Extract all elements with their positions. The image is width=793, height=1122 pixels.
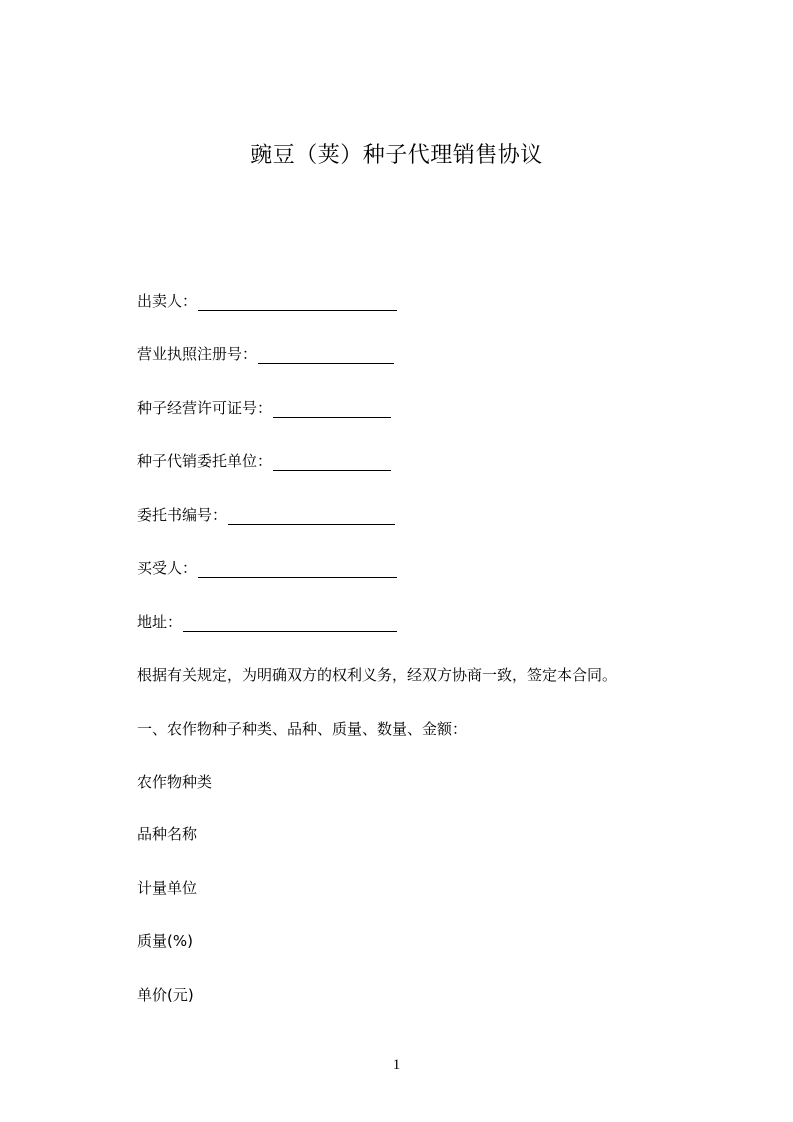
field-business-license-blank[interactable]	[258, 349, 394, 364]
section-heading-1: 一、农作物种子种类、品种、质量、数量、金额：	[137, 720, 468, 738]
field-buyer-blank[interactable]	[198, 563, 397, 578]
item-quality: 质量(%)	[137, 932, 193, 950]
field-seed-permit	[137, 398, 391, 418]
field-seller-blank[interactable]	[198, 296, 397, 311]
field-consign-unit-blank[interactable]	[273, 456, 391, 471]
field-address	[137, 612, 397, 632]
field-seller	[137, 291, 397, 311]
paragraph-intro: 根据有关规定，为明确双方的权利义务，经双方协商一致，签定本合同。	[137, 666, 618, 684]
document-title: 豌豆（荚）种子代理销售协议	[250, 143, 543, 168]
field-authorization-no-blank[interactable]	[228, 510, 395, 525]
page-number: 1	[392, 1057, 401, 1073]
field-seller-label: 出卖人：	[137, 292, 198, 310]
field-authorization-no-label: 委托书编号：	[137, 506, 228, 524]
field-business-license	[137, 344, 394, 364]
field-buyer-label: 买受人：	[137, 559, 198, 577]
field-address-label: 地址：	[137, 613, 183, 631]
field-seed-permit-blank[interactable]	[273, 403, 391, 418]
field-seed-permit-label: 种子经营许可证号：	[137, 399, 273, 417]
field-business-license-label: 营业执照注册号：	[137, 345, 258, 363]
item-crop-type: 农作物种类	[137, 773, 213, 791]
item-variety-name: 品种名称	[137, 825, 198, 843]
field-authorization-no	[137, 505, 395, 525]
field-consign-unit	[137, 451, 391, 471]
item-unit: 计量单位	[137, 879, 198, 897]
field-consign-unit-label: 种子代销委托单位：	[137, 452, 273, 470]
field-buyer	[137, 558, 397, 578]
item-unit-price: 单价(元)	[137, 986, 194, 1004]
field-address-blank[interactable]	[183, 617, 397, 632]
